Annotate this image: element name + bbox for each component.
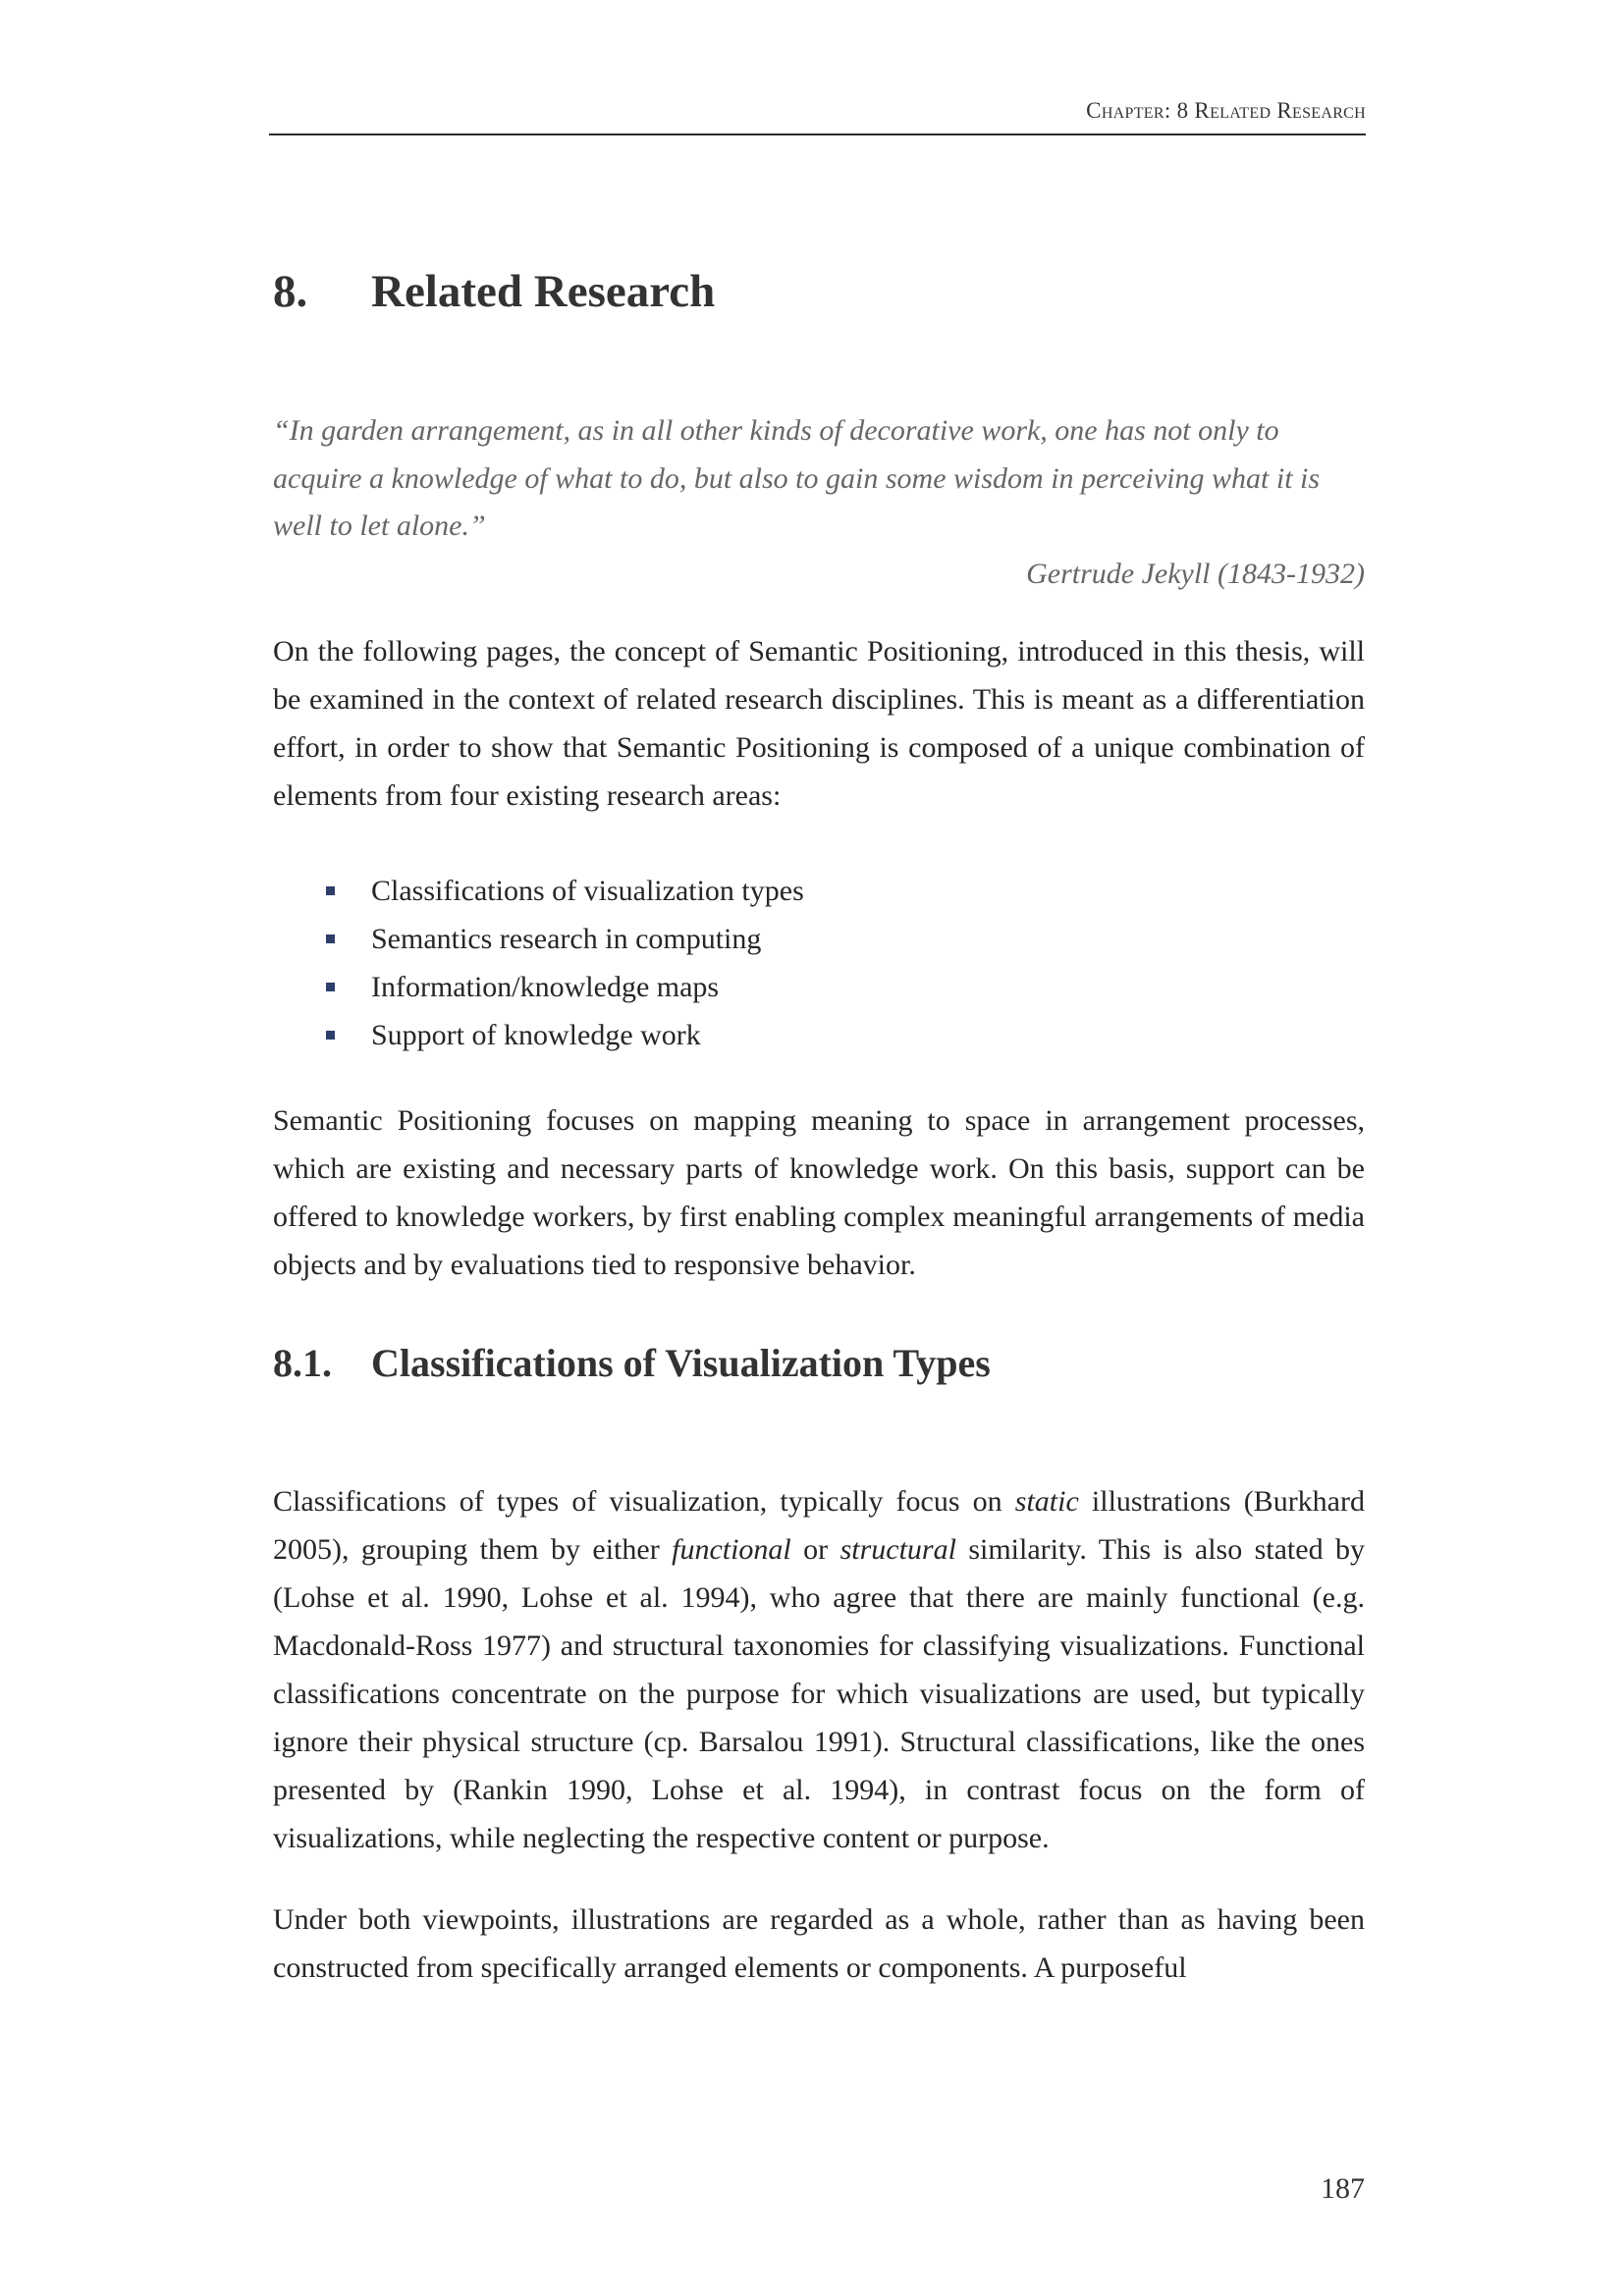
section-title: Classifications of Visualization Types: [371, 1341, 991, 1385]
list-item: [273, 915, 1365, 963]
emphasis-static: static: [1014, 1485, 1079, 1518]
list-item-label: Support of knowledge work: [371, 1019, 701, 1051]
chapter-title: Related Research: [371, 266, 716, 317]
page-number: 187: [1321, 2172, 1365, 2205]
square-bullet-icon: [326, 983, 335, 991]
chapter-number: 8.: [273, 266, 308, 317]
intro-paragraph: On the following pages, the concept of Semantic Positioning, introduced in this thesis, will be examined in the context of related research disciplines. This is meant as a differentiation effort, in order to show that Semantic Positioning is composed of a unique combination of elements from four existing research areas:: [273, 635, 1365, 812]
list-item-label: Semantics research in computing: [371, 923, 762, 955]
focus-paragraph: Semantic Positioning focuses on mapping meaning to space in arrangement processes, which are existing and necessary parts of knowledge work. On this basis, support can be offered to knowledge workers, by first enabling complex meaningful arrangements of media objects and by evaluations tied to responsive behavior.: [273, 1104, 1365, 1281]
section-paragraph-2: Under both viewpoints, illustrations are regarded as a whole, rather than as having been constructed from specifically arranged elements or components. A purposeful: [273, 1903, 1365, 1984]
running-header-title: Chapter: 8 Related Research: [1086, 98, 1366, 123]
text-run: similarity. This is also stated by (Lohse et al. 1990, Lohse et al. 1994), who agree that there are mainly functional (e.g. Macdonald-Ross 1977) and structural taxonomies for classifying visualizations. Functional classifications concentrate on the purpose for which visualizations are used, but typically ignore their physical structure (cp. Barsalou 1991). Structural classifications, like the ones presented by (Rankin 1990, Lohse et al. 1994), in contrast focus on the form of visualizations, while neglecting the respective content or purpose.: [273, 1533, 1365, 1854]
running-header: [269, 94, 1366, 135]
epigraph-quote: “In garden arrangement, as in all other kinds of decorative work, one has not only to acquire a knowledge of what to do, but also to gain some wisdom in perceiving what it is well to let alone.”: [273, 414, 1321, 542]
section-paragraph-1: [273, 1477, 1365, 1862]
section-heading: [273, 1340, 1365, 1399]
text-run: or: [790, 1533, 840, 1566]
section-number: 8.1.: [273, 1341, 332, 1385]
chapter-heading: [273, 265, 1365, 332]
text-run: Classifications of types of visualization, typically focus on: [273, 1485, 1015, 1518]
list-item-label: Information/knowledge maps: [371, 971, 720, 1003]
emphasis-structural: structural: [839, 1533, 956, 1566]
page-content: [273, 265, 1365, 1992]
square-bullet-icon: [326, 886, 335, 895]
list-item-label: Classifications of visualization types: [371, 875, 804, 907]
list-item: [273, 963, 1365, 1011]
research-areas-list: [273, 867, 1365, 1059]
square-bullet-icon: [326, 1031, 335, 1040]
emphasis-functional: functional: [672, 1533, 791, 1566]
list-item: [273, 1011, 1365, 1059]
text-run: illustrations (Burkhard 2005), grouping them by either: [273, 1485, 1365, 1566]
epigraph-attribution: Gertrude Jekyll (1843-1932): [1026, 557, 1365, 590]
list-item: [273, 867, 1365, 915]
square-bullet-icon: [326, 934, 335, 943]
